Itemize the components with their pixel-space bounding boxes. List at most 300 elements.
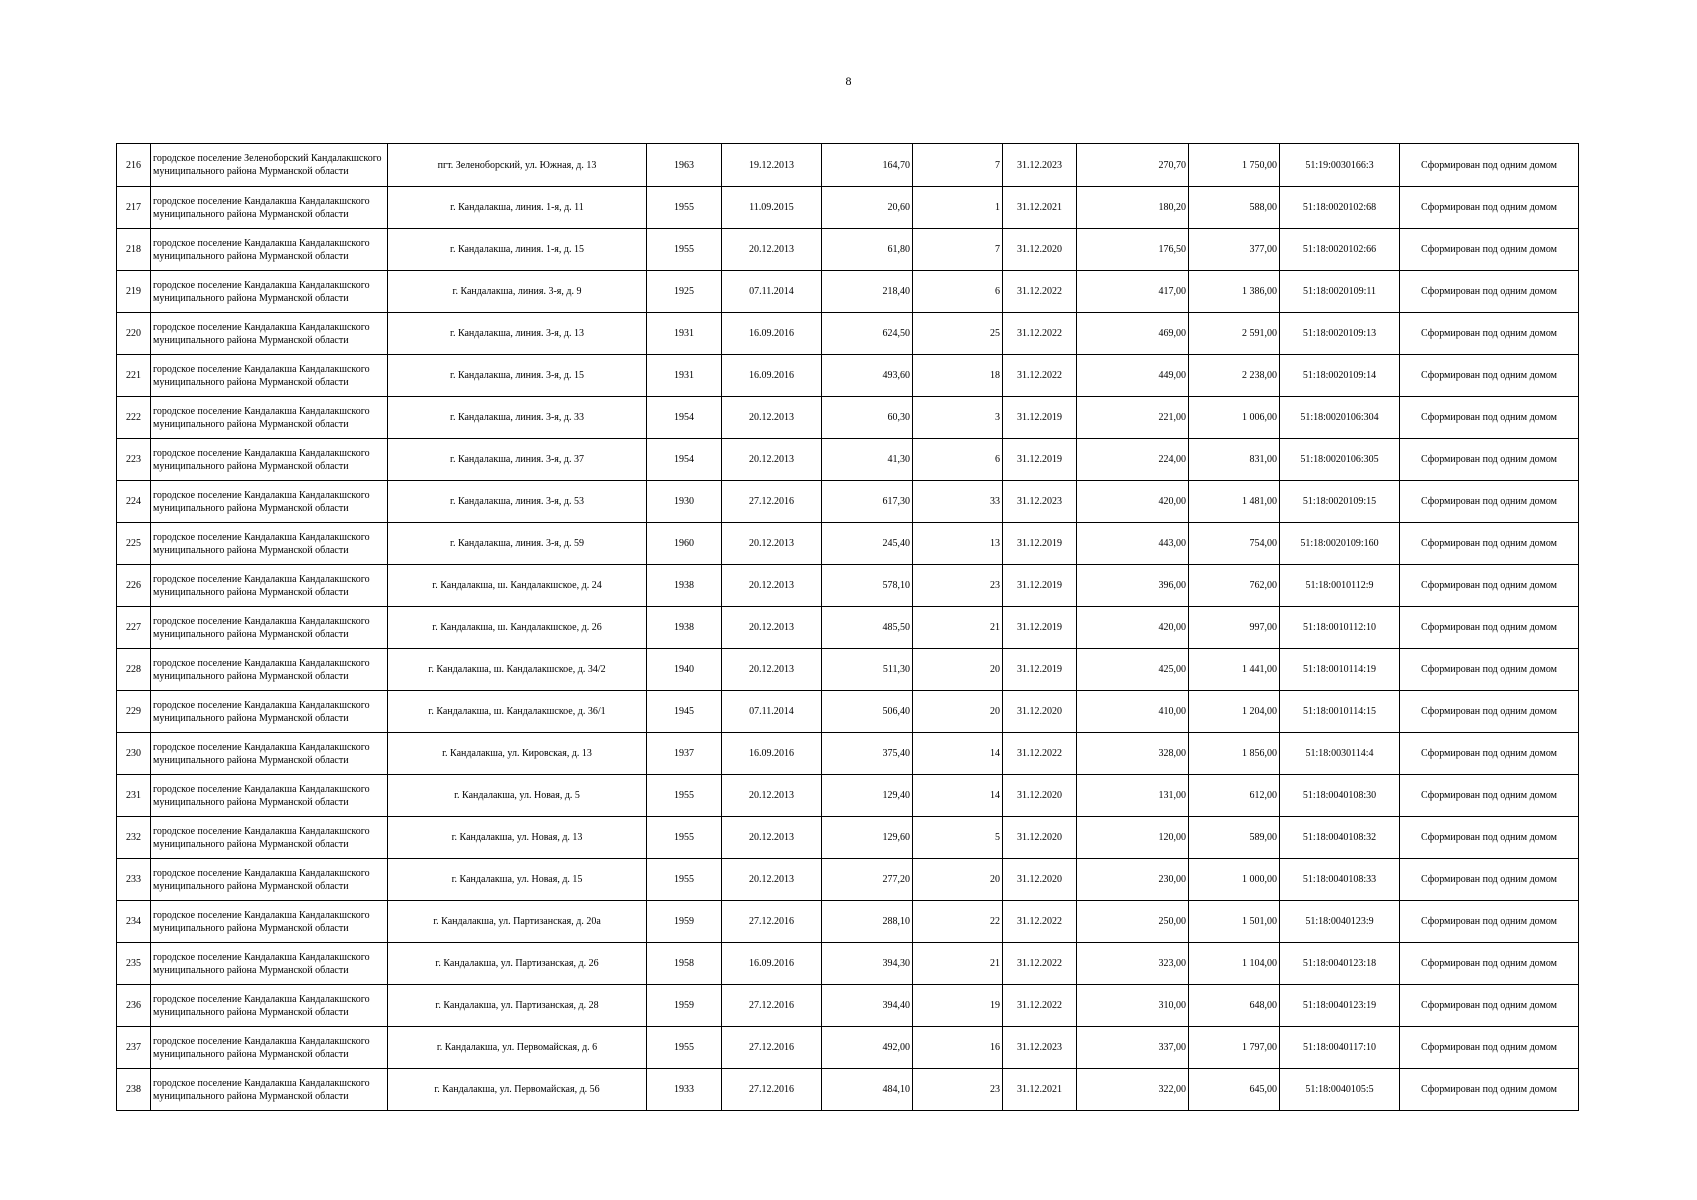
count-cell: 14 [913,733,1003,775]
cadastral-number-cell: 51:18:0010114:19 [1280,649,1400,691]
municipality-cell: городское поселение Кандалакша Кандалакшского муниципального района Мурманской области [151,943,388,985]
value2-cell: 1 000,00 [1189,859,1280,901]
date-cell: 11.09.2015 [722,187,822,229]
date-cell: 20.12.2013 [722,607,822,649]
table-row [117,313,1579,355]
municipality-cell: городское поселение Кандалакша Кандалакшского муниципального района Мурманской области [151,1069,388,1111]
date-cell: 20.12.2013 [722,859,822,901]
row-number: 237 [117,1027,151,1069]
deadline-cell: 31.12.2021 [1003,187,1077,229]
table-row [117,271,1579,313]
count-cell: 13 [913,523,1003,565]
year-built-cell: 1955 [647,229,722,271]
deadline-cell: 31.12.2020 [1003,817,1077,859]
cadastral-number-cell: 51:18:0020109:14 [1280,355,1400,397]
municipality-cell: городское поселение Кандалакша Кандалакшского муниципального района Мурманской области [151,313,388,355]
row-number: 221 [117,355,151,397]
count-cell: 20 [913,691,1003,733]
municipality-cell: городское поселение Кандалакша Кандалакшского муниципального района Мурманской области [151,397,388,439]
municipality-cell: городское поселение Кандалакша Кандалакшского муниципального района Мурманской области [151,523,388,565]
status-cell: Сформирован под одним домом [1400,271,1579,313]
year-built-cell: 1959 [647,985,722,1027]
date-cell: 27.12.2016 [722,1027,822,1069]
year-built-cell: 1955 [647,1027,722,1069]
deadline-cell: 31.12.2022 [1003,901,1077,943]
table-row [117,187,1579,229]
address-cell: г. Кандалакша, ул. Кировская, д. 13 [388,733,647,775]
table-row [117,691,1579,733]
area-cell: 41,30 [822,439,913,481]
housing-registry-table [116,143,1579,1111]
year-built-cell: 1955 [647,775,722,817]
date-cell: 20.12.2013 [722,523,822,565]
count-cell: 23 [913,1069,1003,1111]
value2-cell: 1 441,00 [1189,649,1280,691]
value1-cell: 120,00 [1077,817,1189,859]
value1-cell: 323,00 [1077,943,1189,985]
count-cell: 3 [913,397,1003,439]
deadline-cell: 31.12.2019 [1003,565,1077,607]
address-cell: г. Кандалакша, линия. 3-я, д. 13 [388,313,647,355]
cadastral-number-cell: 51:18:0040108:32 [1280,817,1400,859]
cadastral-number-cell: 51:18:0040108:30 [1280,775,1400,817]
year-built-cell: 1958 [647,943,722,985]
status-cell: Сформирован под одним домом [1400,985,1579,1027]
cadastral-number-cell: 51:18:0010112:10 [1280,607,1400,649]
address-cell: г. Кандалакша, линия. 3-я, д. 9 [388,271,647,313]
date-cell: 20.12.2013 [722,817,822,859]
count-cell: 14 [913,775,1003,817]
cadastral-number-cell: 51:18:0010114:15 [1280,691,1400,733]
area-cell: 484,10 [822,1069,913,1111]
status-cell: Сформирован под одним домом [1400,943,1579,985]
municipality-cell: городское поселение Кандалакша Кандалакшского муниципального района Мурманской области [151,691,388,733]
cadastral-number-cell: 51:18:0030114:4 [1280,733,1400,775]
municipality-cell: городское поселение Кандалакша Кандалакшского муниципального района Мурманской области [151,355,388,397]
value2-cell: 1 104,00 [1189,943,1280,985]
count-cell: 18 [913,355,1003,397]
row-number: 217 [117,187,151,229]
row-number: 238 [117,1069,151,1111]
count-cell: 20 [913,649,1003,691]
value1-cell: 417,00 [1077,271,1189,313]
table-row [117,775,1579,817]
area-cell: 485,50 [822,607,913,649]
row-number: 232 [117,817,151,859]
area-cell: 164,70 [822,144,913,187]
value1-cell: 180,20 [1077,187,1189,229]
area-cell: 394,40 [822,985,913,1027]
municipality-cell: городское поселение Кандалакша Кандалакшского муниципального района Мурманской области [151,775,388,817]
cadastral-number-cell: 51:18:0040123:18 [1280,943,1400,985]
cadastral-number-cell: 51:18:0020109:11 [1280,271,1400,313]
count-cell: 21 [913,607,1003,649]
status-cell: Сформирован под одним домом [1400,481,1579,523]
table-row [117,439,1579,481]
value1-cell: 270,70 [1077,144,1189,187]
status-cell: Сформирован под одним домом [1400,397,1579,439]
year-built-cell: 1938 [647,607,722,649]
municipality-cell: городское поселение Кандалакша Кандалакшского муниципального района Мурманской области [151,859,388,901]
municipality-cell: городское поселение Кандалакша Кандалакшского муниципального района Мурманской области [151,607,388,649]
value2-cell: 1 750,00 [1189,144,1280,187]
address-cell: г. Кандалакша, линия. 1-я, д. 11 [388,187,647,229]
date-cell: 20.12.2013 [722,229,822,271]
page-number: 8 [845,74,852,88]
value2-cell: 1 006,00 [1189,397,1280,439]
year-built-cell: 1955 [647,859,722,901]
row-number: 218 [117,229,151,271]
count-cell: 19 [913,985,1003,1027]
value1-cell: 469,00 [1077,313,1189,355]
deadline-cell: 31.12.2019 [1003,607,1077,649]
row-number: 230 [117,733,151,775]
table-row [117,1027,1579,1069]
date-cell: 16.09.2016 [722,313,822,355]
table-row [117,523,1579,565]
deadline-cell: 31.12.2019 [1003,523,1077,565]
row-number: 216 [117,144,151,187]
cadastral-number-cell: 51:18:0040117:10 [1280,1027,1400,1069]
row-number: 228 [117,649,151,691]
area-cell: 129,60 [822,817,913,859]
year-built-cell: 1960 [647,523,722,565]
address-cell: г. Кандалакша, ул. Новая, д. 13 [388,817,647,859]
address-cell: г. Кандалакша, ул. Партизанская, д. 26 [388,943,647,985]
table-row [117,943,1579,985]
count-cell: 5 [913,817,1003,859]
year-built-cell: 1937 [647,733,722,775]
value2-cell: 1 501,00 [1189,901,1280,943]
value2-cell: 997,00 [1189,607,1280,649]
municipality-cell: городское поселение Кандалакша Кандалакшского муниципального района Мурманской области [151,733,388,775]
status-cell: Сформирован под одним домом [1400,859,1579,901]
count-cell: 25 [913,313,1003,355]
deadline-cell: 31.12.2020 [1003,691,1077,733]
row-number: 223 [117,439,151,481]
date-cell: 19.12.2013 [722,144,822,187]
status-cell: Сформирован под одним домом [1400,775,1579,817]
area-cell: 506,40 [822,691,913,733]
address-cell: г. Кандалакша, ш. Кандалакшское, д. 24 [388,565,647,607]
date-cell: 27.12.2016 [722,985,822,1027]
value1-cell: 328,00 [1077,733,1189,775]
date-cell: 27.12.2016 [722,901,822,943]
count-cell: 1 [913,187,1003,229]
address-cell: г. Кандалакша, ш. Кандалакшское, д. 34/2 [388,649,647,691]
municipality-cell: городское поселение Кандалакша Кандалакшского муниципального района Мурманской области [151,229,388,271]
area-cell: 245,40 [822,523,913,565]
value1-cell: 131,00 [1077,775,1189,817]
year-built-cell: 1930 [647,481,722,523]
municipality-cell: городское поселение Кандалакша Кандалакшского муниципального района Мурманской области [151,187,388,229]
municipality-cell: городское поселение Кандалакша Кандалакшского муниципального района Мурманской области [151,271,388,313]
address-cell: г. Кандалакша, ш. Кандалакшское, д. 36/1 [388,691,647,733]
value2-cell: 1 797,00 [1189,1027,1280,1069]
value1-cell: 310,00 [1077,985,1189,1027]
deadline-cell: 31.12.2022 [1003,355,1077,397]
year-built-cell: 1940 [647,649,722,691]
address-cell: г. Кандалакша, линия. 1-я, д. 15 [388,229,647,271]
deadline-cell: 31.12.2020 [1003,775,1077,817]
year-built-cell: 1933 [647,1069,722,1111]
cadastral-number-cell: 51:18:0020106:304 [1280,397,1400,439]
area-cell: 277,20 [822,859,913,901]
count-cell: 22 [913,901,1003,943]
row-number: 236 [117,985,151,1027]
deadline-cell: 31.12.2020 [1003,859,1077,901]
row-number: 231 [117,775,151,817]
value2-cell: 589,00 [1189,817,1280,859]
year-built-cell: 1955 [647,187,722,229]
address-cell: г. Кандалакша, ул. Новая, д. 5 [388,775,647,817]
date-cell: 20.12.2013 [722,439,822,481]
status-cell: Сформирован под одним домом [1400,1069,1579,1111]
area-cell: 492,00 [822,1027,913,1069]
area-cell: 218,40 [822,271,913,313]
deadline-cell: 31.12.2022 [1003,985,1077,1027]
deadline-cell: 31.12.2023 [1003,144,1077,187]
municipality-cell: городское поселение Зеленоборский Кандалакшского муниципального района Мурманской области [151,144,388,187]
status-cell: Сформирован под одним домом [1400,817,1579,859]
area-cell: 578,10 [822,565,913,607]
address-cell: г. Кандалакша, ул. Партизанская, д. 28 [388,985,647,1027]
status-cell: Сформирован под одним домом [1400,691,1579,733]
municipality-cell: городское поселение Кандалакша Кандалакшского муниципального района Мурманской области [151,481,388,523]
address-cell: г. Кандалакша, ул. Новая, д. 15 [388,859,647,901]
value1-cell: 337,00 [1077,1027,1189,1069]
date-cell: 20.12.2013 [722,649,822,691]
deadline-cell: 31.12.2023 [1003,481,1077,523]
status-cell: Сформирован под одним домом [1400,523,1579,565]
address-cell: г. Кандалакша, линия. 3-я, д. 33 [388,397,647,439]
date-cell: 16.09.2016 [722,733,822,775]
cadastral-number-cell: 51:18:0020109:160 [1280,523,1400,565]
value1-cell: 230,00 [1077,859,1189,901]
municipality-cell: городское поселение Кандалакша Кандалакшского муниципального района Мурманской области [151,985,388,1027]
address-cell: г. Кандалакша, линия. 3-я, д. 53 [388,481,647,523]
municipality-cell: городское поселение Кандалакша Кандалакшского муниципального района Мурманской области [151,901,388,943]
status-cell: Сформирован под одним домом [1400,313,1579,355]
value2-cell: 2 591,00 [1189,313,1280,355]
address-cell: г. Кандалакша, ул. Первомайская, д. 6 [388,1027,647,1069]
area-cell: 60,30 [822,397,913,439]
table-row [117,817,1579,859]
table-row [117,649,1579,691]
value2-cell: 762,00 [1189,565,1280,607]
deadline-cell: 31.12.2020 [1003,229,1077,271]
value1-cell: 224,00 [1077,439,1189,481]
deadline-cell: 31.12.2022 [1003,313,1077,355]
area-cell: 511,30 [822,649,913,691]
row-number: 219 [117,271,151,313]
value2-cell: 1 856,00 [1189,733,1280,775]
deadline-cell: 31.12.2019 [1003,439,1077,481]
cadastral-number-cell: 51:19:0030166:3 [1280,144,1400,187]
status-cell: Сформирован под одним домом [1400,439,1579,481]
cadastral-number-cell: 51:18:0040108:33 [1280,859,1400,901]
cadastral-number-cell: 51:18:0020102:66 [1280,229,1400,271]
municipality-cell: городское поселение Кандалакша Кандалакшского муниципального района Мурманской области [151,649,388,691]
value2-cell: 377,00 [1189,229,1280,271]
value1-cell: 449,00 [1077,355,1189,397]
value1-cell: 420,00 [1077,607,1189,649]
address-cell: пгт. Зеленоборский, ул. Южная, д. 13 [388,144,647,187]
address-cell: г. Кандалакша, ул. Партизанская, д. 20а [388,901,647,943]
address-cell: г. Кандалакша, ш. Кандалакшское, д. 26 [388,607,647,649]
value2-cell: 1 204,00 [1189,691,1280,733]
year-built-cell: 1925 [647,271,722,313]
row-number: 226 [117,565,151,607]
count-cell: 6 [913,439,1003,481]
table-row [117,481,1579,523]
status-cell: Сформирован под одним домом [1400,565,1579,607]
year-built-cell: 1955 [647,817,722,859]
date-cell: 07.11.2014 [722,271,822,313]
value1-cell: 420,00 [1077,481,1189,523]
table-row [117,901,1579,943]
year-built-cell: 1931 [647,355,722,397]
row-number: 229 [117,691,151,733]
table-row [117,229,1579,271]
count-cell: 33 [913,481,1003,523]
row-number: 222 [117,397,151,439]
area-cell: 617,30 [822,481,913,523]
status-cell: Сформирован под одним домом [1400,607,1579,649]
deadline-cell: 31.12.2019 [1003,397,1077,439]
value2-cell: 588,00 [1189,187,1280,229]
table-row [117,355,1579,397]
area-cell: 624,50 [822,313,913,355]
area-cell: 493,60 [822,355,913,397]
count-cell: 20 [913,859,1003,901]
value1-cell: 396,00 [1077,565,1189,607]
date-cell: 27.12.2016 [722,1069,822,1111]
row-number: 234 [117,901,151,943]
value1-cell: 221,00 [1077,397,1189,439]
area-cell: 375,40 [822,733,913,775]
address-cell: г. Кандалакша, линия. 3-я, д. 37 [388,439,647,481]
table-body [117,144,1579,1111]
area-cell: 129,40 [822,775,913,817]
cadastral-number-cell: 51:18:0020109:13 [1280,313,1400,355]
count-cell: 21 [913,943,1003,985]
value1-cell: 443,00 [1077,523,1189,565]
date-cell: 20.12.2013 [722,775,822,817]
count-cell: 7 [913,144,1003,187]
value2-cell: 1 386,00 [1189,271,1280,313]
cadastral-number-cell: 51:18:0020106:305 [1280,439,1400,481]
cadastral-number-cell: 51:18:0040105:5 [1280,1069,1400,1111]
municipality-cell: городское поселение Кандалакша Кандалакшского муниципального района Мурманской области [151,439,388,481]
year-built-cell: 1931 [647,313,722,355]
address-cell: г. Кандалакша, линия. 3-я, д. 15 [388,355,647,397]
cadastral-number-cell: 51:18:0020109:15 [1280,481,1400,523]
value1-cell: 176,50 [1077,229,1189,271]
status-cell: Сформирован под одним домом [1400,229,1579,271]
value1-cell: 425,00 [1077,649,1189,691]
date-cell: 27.12.2016 [722,481,822,523]
year-built-cell: 1959 [647,901,722,943]
address-cell: г. Кандалакша, ул. Первомайская, д. 56 [388,1069,647,1111]
value2-cell: 831,00 [1189,439,1280,481]
status-cell: Сформирован под одним домом [1400,1027,1579,1069]
deadline-cell: 31.12.2021 [1003,1069,1077,1111]
value1-cell: 410,00 [1077,691,1189,733]
date-cell: 16.09.2016 [722,943,822,985]
value2-cell: 2 238,00 [1189,355,1280,397]
municipality-cell: городское поселение Кандалакша Кандалакшского муниципального района Мурманской области [151,1027,388,1069]
cadastral-number-cell: 51:18:0010112:9 [1280,565,1400,607]
count-cell: 6 [913,271,1003,313]
value1-cell: 250,00 [1077,901,1189,943]
table-row [117,859,1579,901]
area-cell: 288,10 [822,901,913,943]
table-row [117,985,1579,1027]
row-number: 235 [117,943,151,985]
table-row [117,607,1579,649]
value1-cell: 322,00 [1077,1069,1189,1111]
status-cell: Сформирован под одним домом [1400,733,1579,775]
date-cell: 07.11.2014 [722,691,822,733]
status-cell: Сформирован под одним домом [1400,355,1579,397]
table-row [117,565,1579,607]
value2-cell: 612,00 [1189,775,1280,817]
row-number: 233 [117,859,151,901]
value2-cell: 754,00 [1189,523,1280,565]
row-number: 220 [117,313,151,355]
year-built-cell: 1954 [647,397,722,439]
year-built-cell: 1938 [647,565,722,607]
table-row [117,397,1579,439]
deadline-cell: 31.12.2022 [1003,271,1077,313]
status-cell: Сформирован под одним домом [1400,144,1579,187]
year-built-cell: 1954 [647,439,722,481]
status-cell: Сформирован под одним домом [1400,649,1579,691]
table-row [117,1069,1579,1111]
municipality-cell: городское поселение Кандалакша Кандалакшского муниципального района Мурманской области [151,565,388,607]
count-cell: 23 [913,565,1003,607]
deadline-cell: 31.12.2023 [1003,1027,1077,1069]
area-cell: 394,30 [822,943,913,985]
row-number: 225 [117,523,151,565]
count-cell: 7 [913,229,1003,271]
deadline-cell: 31.12.2022 [1003,943,1077,985]
area-cell: 20,60 [822,187,913,229]
cadastral-number-cell: 51:18:0020102:68 [1280,187,1400,229]
deadline-cell: 31.12.2022 [1003,733,1077,775]
deadline-cell: 31.12.2019 [1003,649,1077,691]
row-number: 224 [117,481,151,523]
status-cell: Сформирован под одним домом [1400,901,1579,943]
area-cell: 61,80 [822,229,913,271]
status-cell: Сформирован под одним домом [1400,187,1579,229]
year-built-cell: 1963 [647,144,722,187]
table-row [117,144,1579,187]
value2-cell: 645,00 [1189,1069,1280,1111]
value2-cell: 1 481,00 [1189,481,1280,523]
cadastral-number-cell: 51:18:0040123:9 [1280,901,1400,943]
address-cell: г. Кандалакша, линия. 3-я, д. 59 [388,523,647,565]
cadastral-number-cell: 51:18:0040123:19 [1280,985,1400,1027]
row-number: 227 [117,607,151,649]
table-row [117,733,1579,775]
count-cell: 16 [913,1027,1003,1069]
municipality-cell: городское поселение Кандалакша Кандалакшского муниципального района Мурманской области [151,817,388,859]
date-cell: 20.12.2013 [722,397,822,439]
date-cell: 16.09.2016 [722,355,822,397]
date-cell: 20.12.2013 [722,565,822,607]
